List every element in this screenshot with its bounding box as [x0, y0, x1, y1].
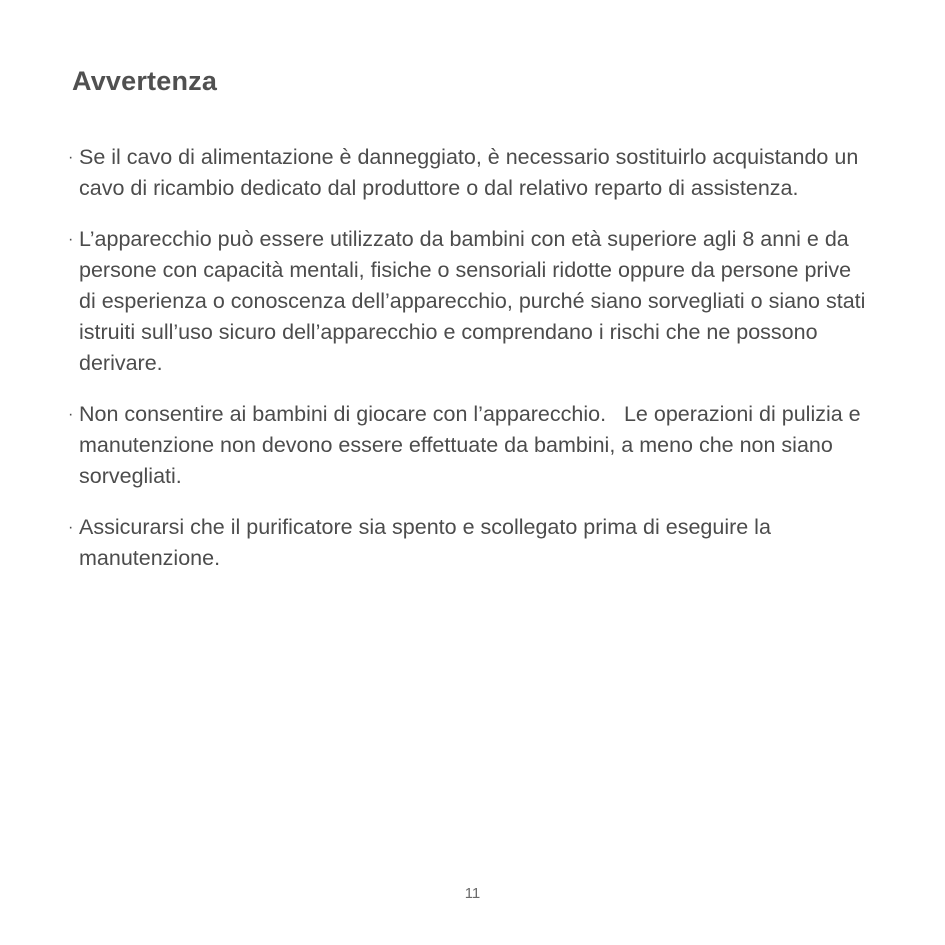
list-item-text: L’apparecchio può essere utilizzato da bambini con età superiore agli 8 anni e da persone con capacità mentali, fisiche o sensoriali ridotte oppure da persone prive di esperienza o conoscenza dell’apparecchio, purché siano sorvegliati o siano stati istruiti sull’uso sicuro dell’apparecchio e comprendano i rischi che ne possono derivare.	[79, 227, 866, 375]
warning-list	[68, 142, 868, 594]
list-item-text: Se il cavo di alimentazione è danneggiato, è necessario sostituirlo acquistando un cavo di ricambio dedicato dal produttore o dal relativo reparto di assistenza.	[79, 145, 859, 200]
list-item-text: Non consentire ai bambini di giocare con l’apparecchio. Le operazioni di pulizia e manutenzione non devono essere effettuate da bambini, a meno che non siano sorvegliati.	[79, 402, 867, 488]
bullet-icon: ·	[68, 231, 74, 248]
page-number: 11	[464, 885, 481, 902]
bullet-icon: ·	[68, 406, 74, 423]
bullet-icon: ·	[68, 519, 74, 536]
list-item	[68, 399, 868, 492]
bullet-icon: ·	[68, 149, 74, 166]
list-item	[68, 224, 868, 379]
list-item-text: Assicurarsi che il purificatore sia spento e scollegato prima di eseguire la manutenzione.	[79, 515, 771, 570]
list-item	[68, 142, 868, 204]
list-item	[68, 512, 868, 574]
page-title: Avvertenza	[72, 66, 218, 96]
